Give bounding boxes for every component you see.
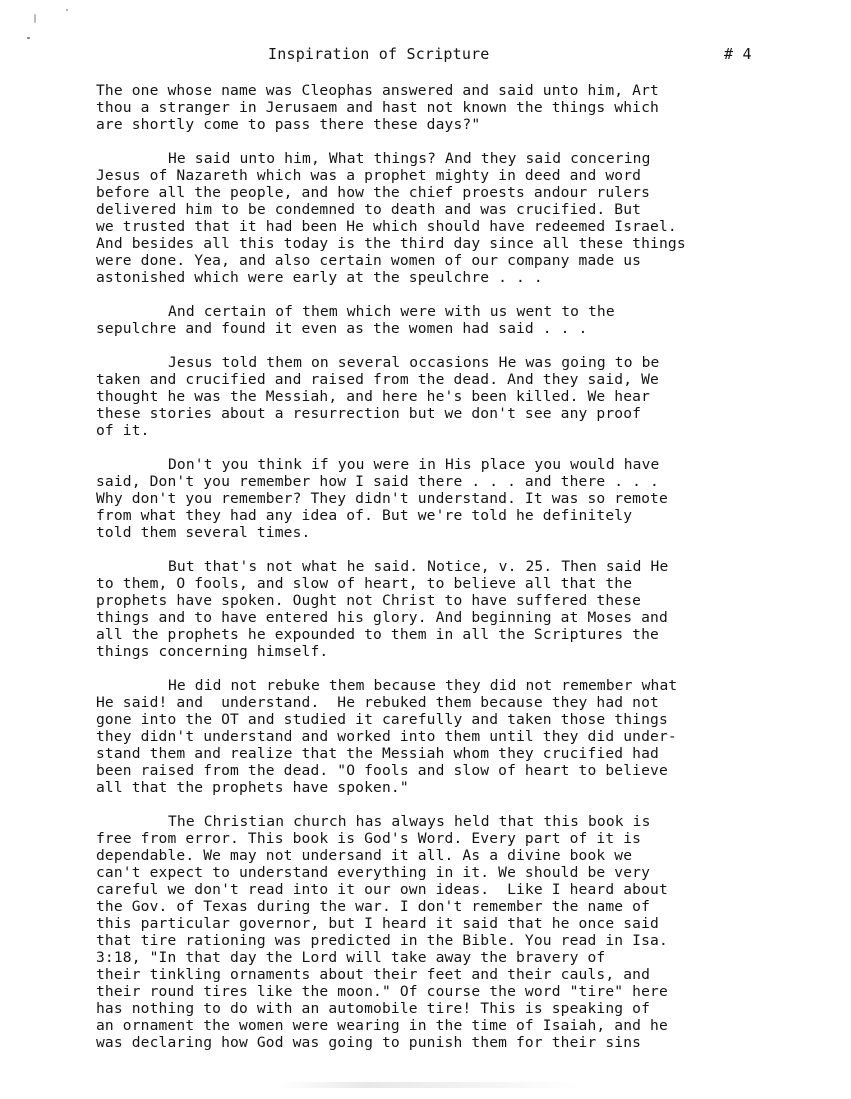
text-line: taken and crucified and raised from the dead. And they said, We [96,371,659,388]
text-line: gone into the OT and studied it carefully and taken those things [96,711,668,728]
page-number: # 4 [724,45,752,63]
text-line: was declaring how God was going to punish them for their sins [96,1034,642,1051]
text-line: of it. [96,422,150,439]
text-line: from what they had any idea of. But we're told he definitely [96,507,633,524]
document-title: Inspiration of Scripture [268,45,490,63]
paragraph [96,354,786,439]
text-line: all the prophets he expounded to them in all the Scriptures the [96,626,659,643]
text-line: things and to have entered his glory. And beginning at Moses and [96,609,668,626]
text-line: told them several times. [96,524,311,541]
text-line: free from error. This book is God's Word. Every part of it is [96,830,642,847]
text-line: But that's not what he said. Notice, v. 25. Then said He [168,558,669,575]
text-line: He did not rebuke them because they did not remember what [168,677,678,694]
paragraph [96,150,786,286]
text-line: The one whose name was Cleophas answered and said unto him, Art [96,82,659,99]
text-line: thought he was the Messiah, and here he's been killed. We hear [96,388,651,405]
text-line: And besides all this today is the third day since all these things [96,235,686,252]
text-line: The Christian church has always held that this book is [168,813,651,830]
text-line: that tire rationing was predicted in the Bible. You read in Isa. [96,932,668,949]
page-header [0,45,851,67]
paragraph [96,558,786,660]
text-line: delivered him to be condemned to death and was crucified. But [96,201,642,218]
text-line: this particular governor, but I heard it said that he once said [96,915,659,932]
text-line: all that the prophets have spoken." [96,779,409,796]
paragraph [96,677,786,796]
text-line: prophets have spoken. Ought not Christ to have suffered these [96,592,642,609]
paragraph [96,82,786,133]
scan-speck [34,14,36,23]
text-line: And certain of them which were with us went to the [168,303,615,320]
text-line: the Gov. of Texas during the war. I don't remember the name of [96,898,651,915]
text-line: dependable. We may not undersand it all. As a divine book we [96,847,633,864]
text-line: can't expect to understand everything in it. We should be very [96,864,651,881]
paragraph [96,813,786,1051]
text-line: we trusted that it had been He which should have redeemed Israel. [96,218,677,235]
text-line: these stories about a resurrection but we don't see any proof [96,405,642,422]
text-line: their round tires like the moon." Of course the word "tire" here [96,983,668,1000]
document-body [96,82,786,1068]
text-line: He said unto him, What things? And they said concering [168,150,651,167]
text-line: stand them and realize that the Messiah whom they crucified had [96,745,659,762]
text-line: Jesus of Nazareth which was a prophet mighty in deed and word [96,167,642,184]
text-line: been raised from the dead. "O fools and slow of heart to believe [96,762,668,779]
paragraph [96,303,786,337]
text-line: astonished which were early at the speulchre . . . [96,269,543,286]
text-line: careful we don't read into it our own ideas. Like I heard about [96,881,668,898]
scan-speck [27,37,30,39]
text-line: has nothing to do with an automobile tire! This is speaking of [96,1000,651,1017]
text-line: to them, O fools, and slow of heart, to believe all that the [96,575,633,592]
text-line: are shortly come to pass there these days?" [96,116,481,133]
text-line: said, Don't you remember how I said there . . . and there . . . [96,473,659,490]
text-line: Jesus told them on several occasions He was going to be [168,354,660,371]
text-line: sepulchre and found it even as the women had said . . . [96,320,588,337]
scan-speck [66,9,68,11]
text-line: Why don't you remember? They didn't understand. It was so remote [96,490,668,507]
text-line: were done. Yea, and also certain women of our company made us [96,252,642,269]
text-line: Don't you think if you were in His place you would have [168,456,660,473]
text-line: things concerning himself. [96,643,329,660]
text-line: they didn't understand and worked into them until they did under- [96,728,677,745]
paragraph [96,456,786,541]
text-line: their tinkling ornaments about their feet and their cauls, and [96,966,651,983]
text-line: an ornament the women were wearing in the time of Isaiah, and he [96,1017,668,1034]
text-line: He said! and understand. He rebuked them because they had not [96,694,659,711]
text-line: before all the people, and how the chief proests andour rulers [96,184,651,201]
text-line: 3:18, "In that day the Lord will take away the bravery of [96,949,606,966]
scan-smudge [280,1082,580,1088]
text-line: thou a stranger in Jerusaem and hast not known the things which [96,99,659,116]
